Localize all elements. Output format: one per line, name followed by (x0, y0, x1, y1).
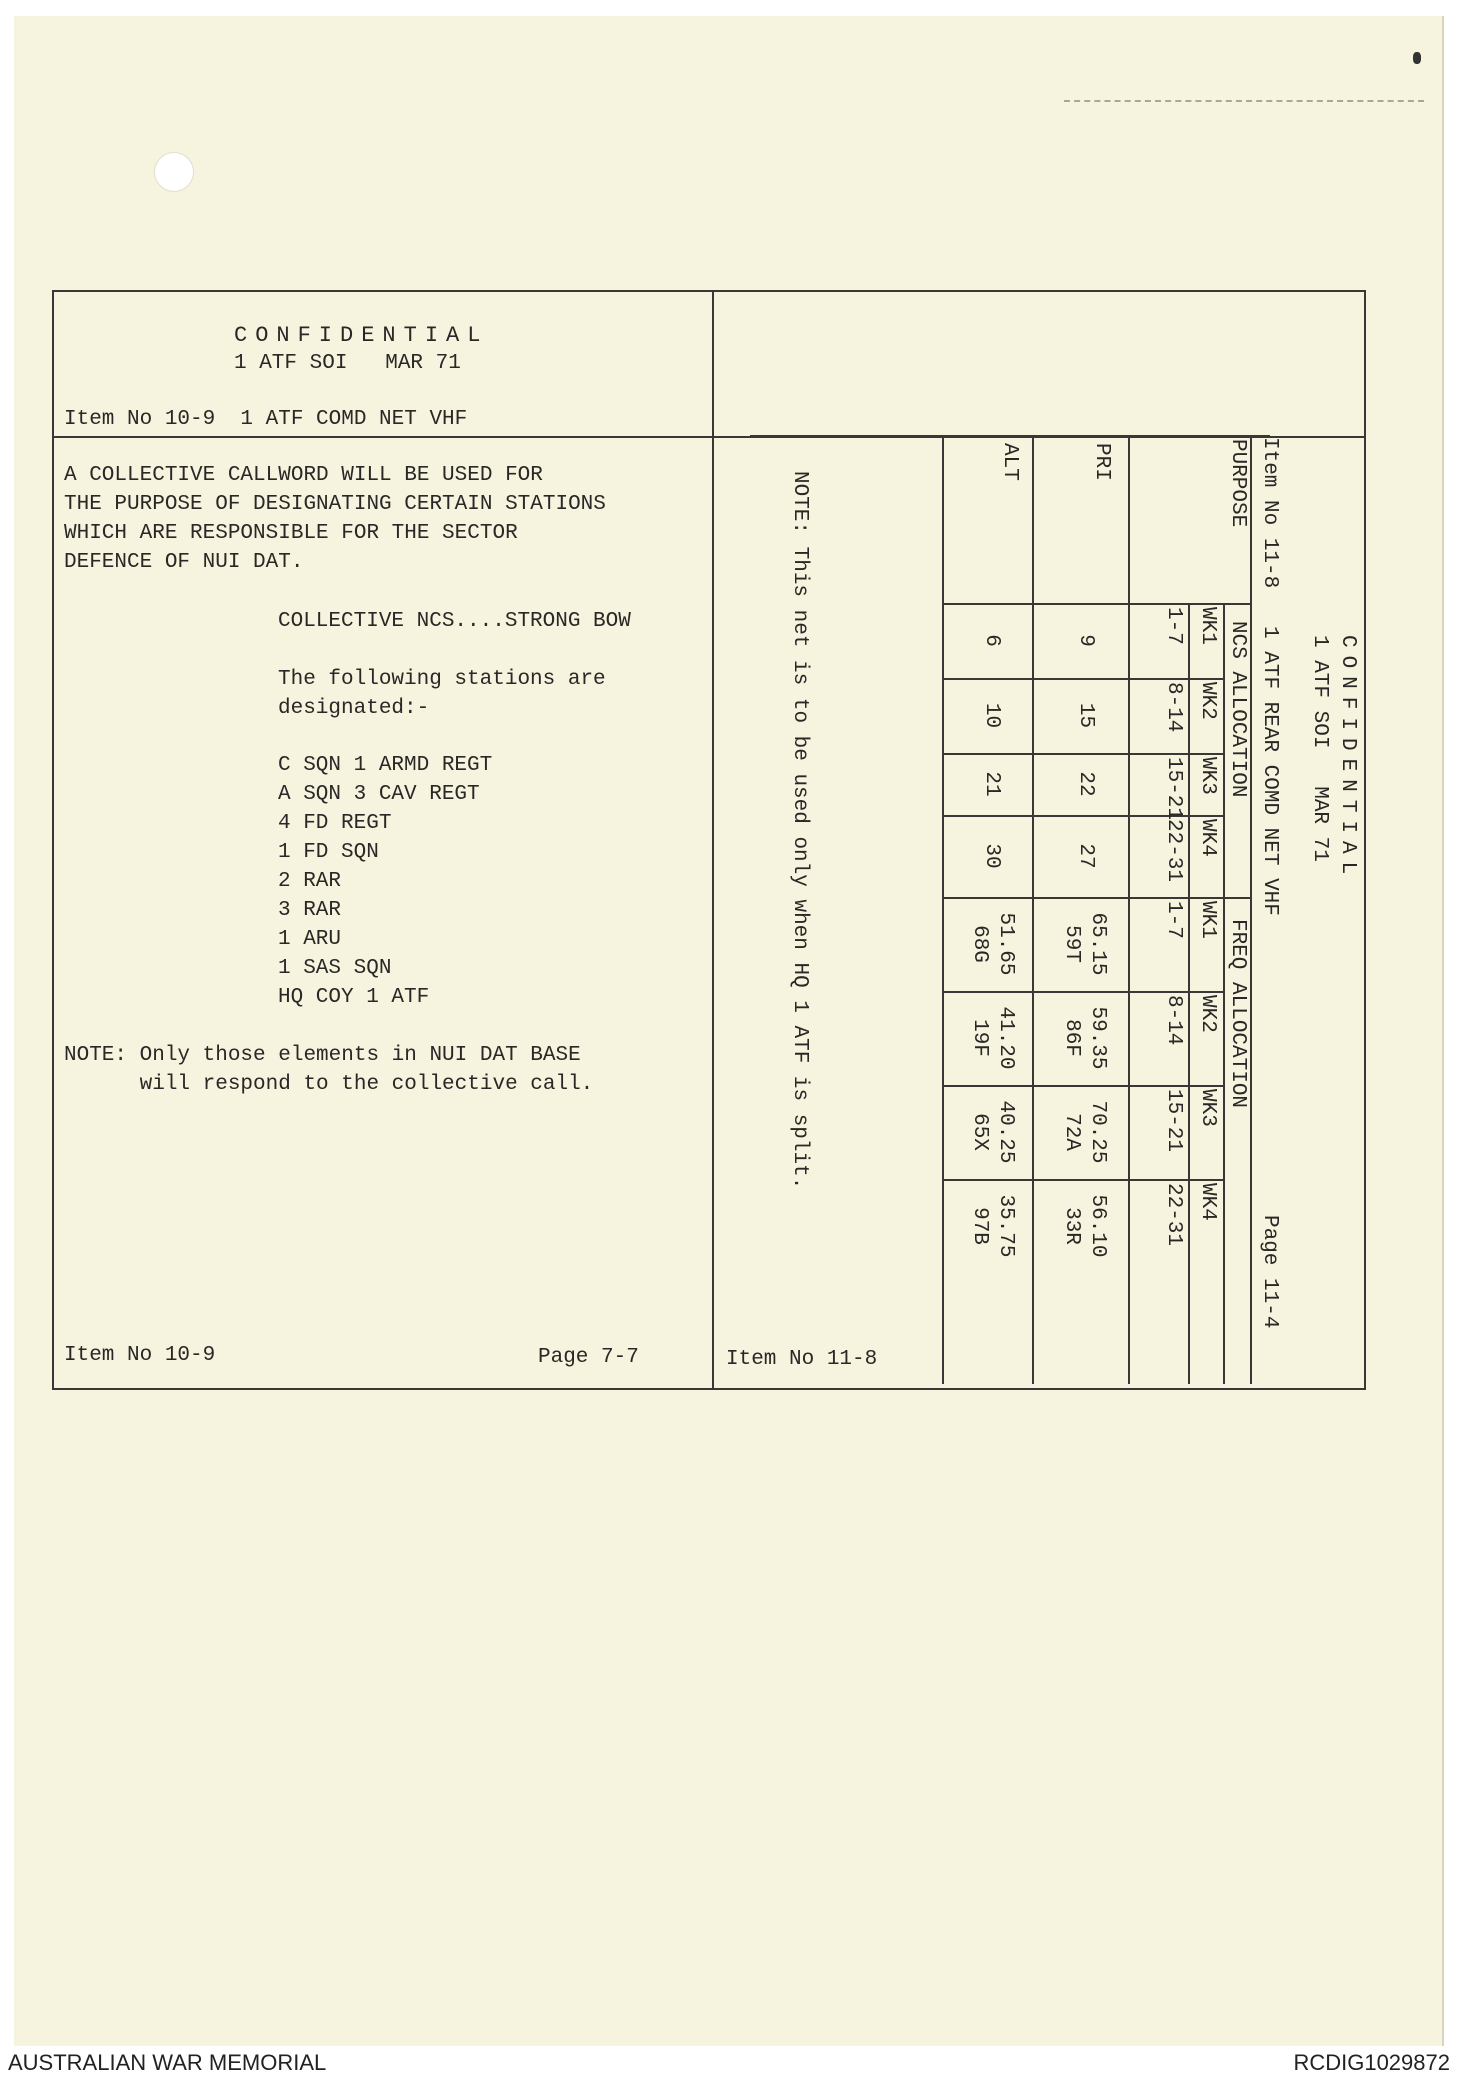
week-label: WK4 (1196, 819, 1219, 857)
day-range: 8-14 (1162, 995, 1185, 1046)
ncs-value: 21 (980, 771, 1003, 797)
right-soi: 1 ATF SOI MAR 71 (1308, 635, 1331, 862)
document-frame (52, 290, 1366, 1390)
intro-line: A COLLECTIVE CALLWORD WILL BE USED FOR (64, 464, 543, 487)
right-footer-item: Item No 11-8 (726, 1348, 878, 1371)
station-item: C SQN 1 ARMD REGT (278, 754, 493, 777)
station-item: 1 FD SQN (278, 841, 379, 864)
day-range-rule (1128, 435, 1130, 1384)
left-note-line: NOTE: Only those elements in NUI DAT BASE (64, 1044, 581, 1067)
week-label: WK2 (1196, 682, 1219, 720)
station-item: 3 RAR (278, 899, 342, 922)
archive-ref: RCDIG1029872 (1293, 2050, 1450, 2075)
station-item: A SQN 3 CAV REGT (278, 783, 480, 806)
station-item: 4 FD REGT (278, 812, 392, 835)
station-item: HQ COY 1 ATF (278, 986, 430, 1009)
left-item-title: Item No 10-9 1 ATF COMD NET VHF (64, 408, 468, 431)
day-range: 15-21 (1162, 1089, 1185, 1153)
left-footer-page: Page 7-7 (538, 1346, 639, 1369)
ncs-value: 22 (1074, 771, 1097, 797)
station-item: 1 ARU (278, 928, 342, 951)
freq-value: 56.10 33R (1060, 1194, 1109, 1258)
ncs-value: 27 (1074, 843, 1097, 869)
freq-value: 41.20 19F (968, 1006, 1017, 1070)
freq-value: 65.15 59T (1060, 912, 1109, 976)
day-range: 1-7 (1162, 607, 1185, 645)
freq-value: 40.25 65X (968, 1100, 1017, 1164)
punch-hole (154, 152, 194, 192)
archive-source: AUSTRALIAN WAR MEMORIAL (8, 2050, 327, 2075)
day-range: 15-21 (1162, 757, 1185, 821)
right-note: NOTE: This net is to be used only when HQ 1 ATF is split. (788, 471, 811, 1190)
ncs-value: 6 (980, 634, 1003, 647)
freq-value: 51.65 68G (968, 912, 1017, 976)
day-range: 22-31 (1162, 819, 1185, 883)
table-top-rule (1250, 435, 1252, 1384)
day-range: 1-7 (1162, 901, 1185, 939)
freq-value: 35.75 97B (968, 1194, 1017, 1258)
day-range: 22-31 (1162, 1183, 1185, 1247)
table-bottom-rule (942, 435, 944, 1384)
week-label: WK3 (1196, 757, 1219, 795)
faint-dashed-line (1064, 100, 1424, 102)
designated-line: The following stations are (278, 668, 606, 691)
day-range: 8-14 (1162, 682, 1185, 733)
right-confidential: CONFIDENTIAL (1336, 635, 1359, 883)
left-footer-item: Item No 10-9 (64, 1344, 216, 1367)
week-label: WK4 (1196, 1183, 1219, 1221)
rotated-right-page (714, 435, 1364, 1384)
week-label: WK2 (1196, 995, 1219, 1033)
intro-line: DEFENCE OF NUI DAT. (64, 551, 304, 574)
left-soi: 1 ATF SOI MAR 71 (234, 352, 461, 375)
row-purpose: PRI (1090, 443, 1113, 481)
right-footer-page: Page 11-4 (1258, 1215, 1281, 1329)
left-confidential: CONFIDENTIAL (234, 323, 489, 348)
week-label: WK1 (1196, 901, 1219, 939)
row-purpose: ALT (998, 443, 1021, 481)
row-rule (1032, 435, 1034, 1384)
freq-header: FREQ ALLOCATION (1226, 919, 1249, 1109)
purpose-header: PURPOSE (1226, 439, 1249, 528)
intro-line: WHICH ARE RESPONSIBLE FOR THE SECTOR (64, 522, 518, 545)
designated-line: designated:- (278, 697, 430, 720)
ncs-value: 9 (1074, 634, 1097, 647)
week-rule (1188, 603, 1190, 1384)
freq-value: 70.25 72A (1060, 1100, 1109, 1164)
ncs-header: NCS ALLOCATION (1226, 621, 1249, 798)
freq-value: 59.35 86F (1060, 1006, 1109, 1070)
station-item: 1 SAS SQN (278, 957, 392, 980)
ncs-value: 15 (1074, 702, 1097, 729)
collective-ncs: COLLECTIVE NCS....STRONG BOW (278, 610, 631, 633)
ncs-value: 10 (980, 702, 1003, 729)
station-item: 2 RAR (278, 870, 342, 893)
week-label: WK1 (1196, 607, 1219, 645)
week-label: WK3 (1196, 1089, 1219, 1127)
ink-speck (1413, 52, 1421, 64)
right-item-title: Item No 11-8 1 ATF REAR COMD NET VHF (1258, 437, 1281, 916)
left-note-line: will respond to the collective call. (64, 1073, 594, 1096)
table-left-rule (750, 435, 1270, 437)
intro-line: THE PURPOSE OF DESIGNATING CERTAIN STATIONS (64, 493, 606, 516)
ncs-value: 30 (980, 843, 1003, 869)
